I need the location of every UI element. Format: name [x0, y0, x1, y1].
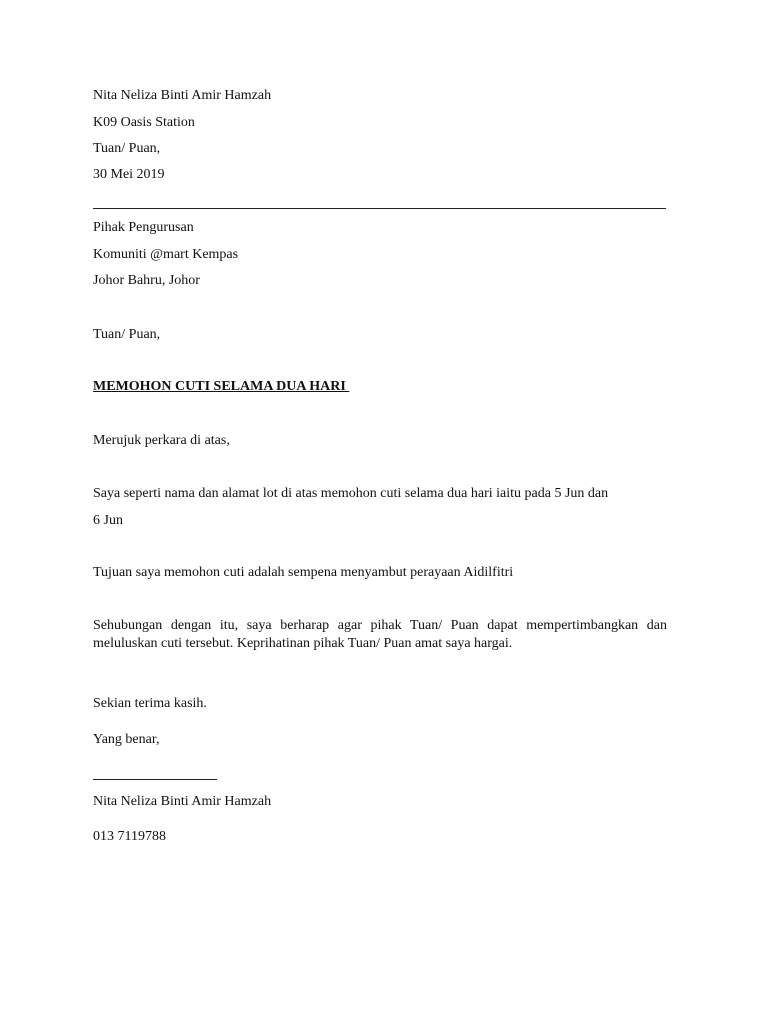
paragraph-3: Sehubungan dengan itu, saya berharap agar pihak Tuan/ Puan dapat mempertimbangkan dan meluluskan cuti tersebut. Keprihatinan pihak Tuan/ Puan amat saya hargai. — [93, 618, 667, 651]
signer-name: Nita Neliza Binti Amir Hamzah — [93, 794, 272, 809]
paragraph-2: Tujuan saya memohon cuti adalah sempena menyambut perayaan Aidilfitri — [93, 565, 514, 580]
header-divider — [93, 208, 666, 209]
sender-address: K09 Oasis Station — [93, 115, 195, 130]
sender-name: Nita Neliza Binti Amir Hamzah — [93, 88, 272, 103]
letter-date: 30 Mei 2019 — [93, 167, 165, 182]
paragraph-1-line-2: 6 Jun — [93, 513, 123, 528]
recipient-line-3: Johor Bahru, Johor — [93, 273, 200, 288]
recipient-line-2: Komuniti @mart Kempas — [93, 247, 239, 262]
closing-thanks: Sekian terima kasih. — [93, 696, 207, 711]
signer-phone: 013 7119788 — [93, 829, 166, 844]
paragraph-1-line-1: Saya seperti nama dan alamat lot di atas memohon cuti selama dua hari iaitu pada 5 Jun dan — [93, 486, 609, 501]
recipient-line-1: Pihak Pengurusan — [93, 220, 194, 235]
signature-line — [93, 779, 217, 780]
letter-subject: MEMOHON CUTI SELAMA DUA HARI — [93, 379, 350, 394]
sign-off: Yang benar, — [93, 732, 160, 747]
reference-line: Merujuk perkara di atas, — [93, 433, 230, 448]
sender-salutation-line: Tuan/ Puan, — [93, 141, 161, 156]
greeting: Tuan/ Puan, — [93, 327, 161, 342]
